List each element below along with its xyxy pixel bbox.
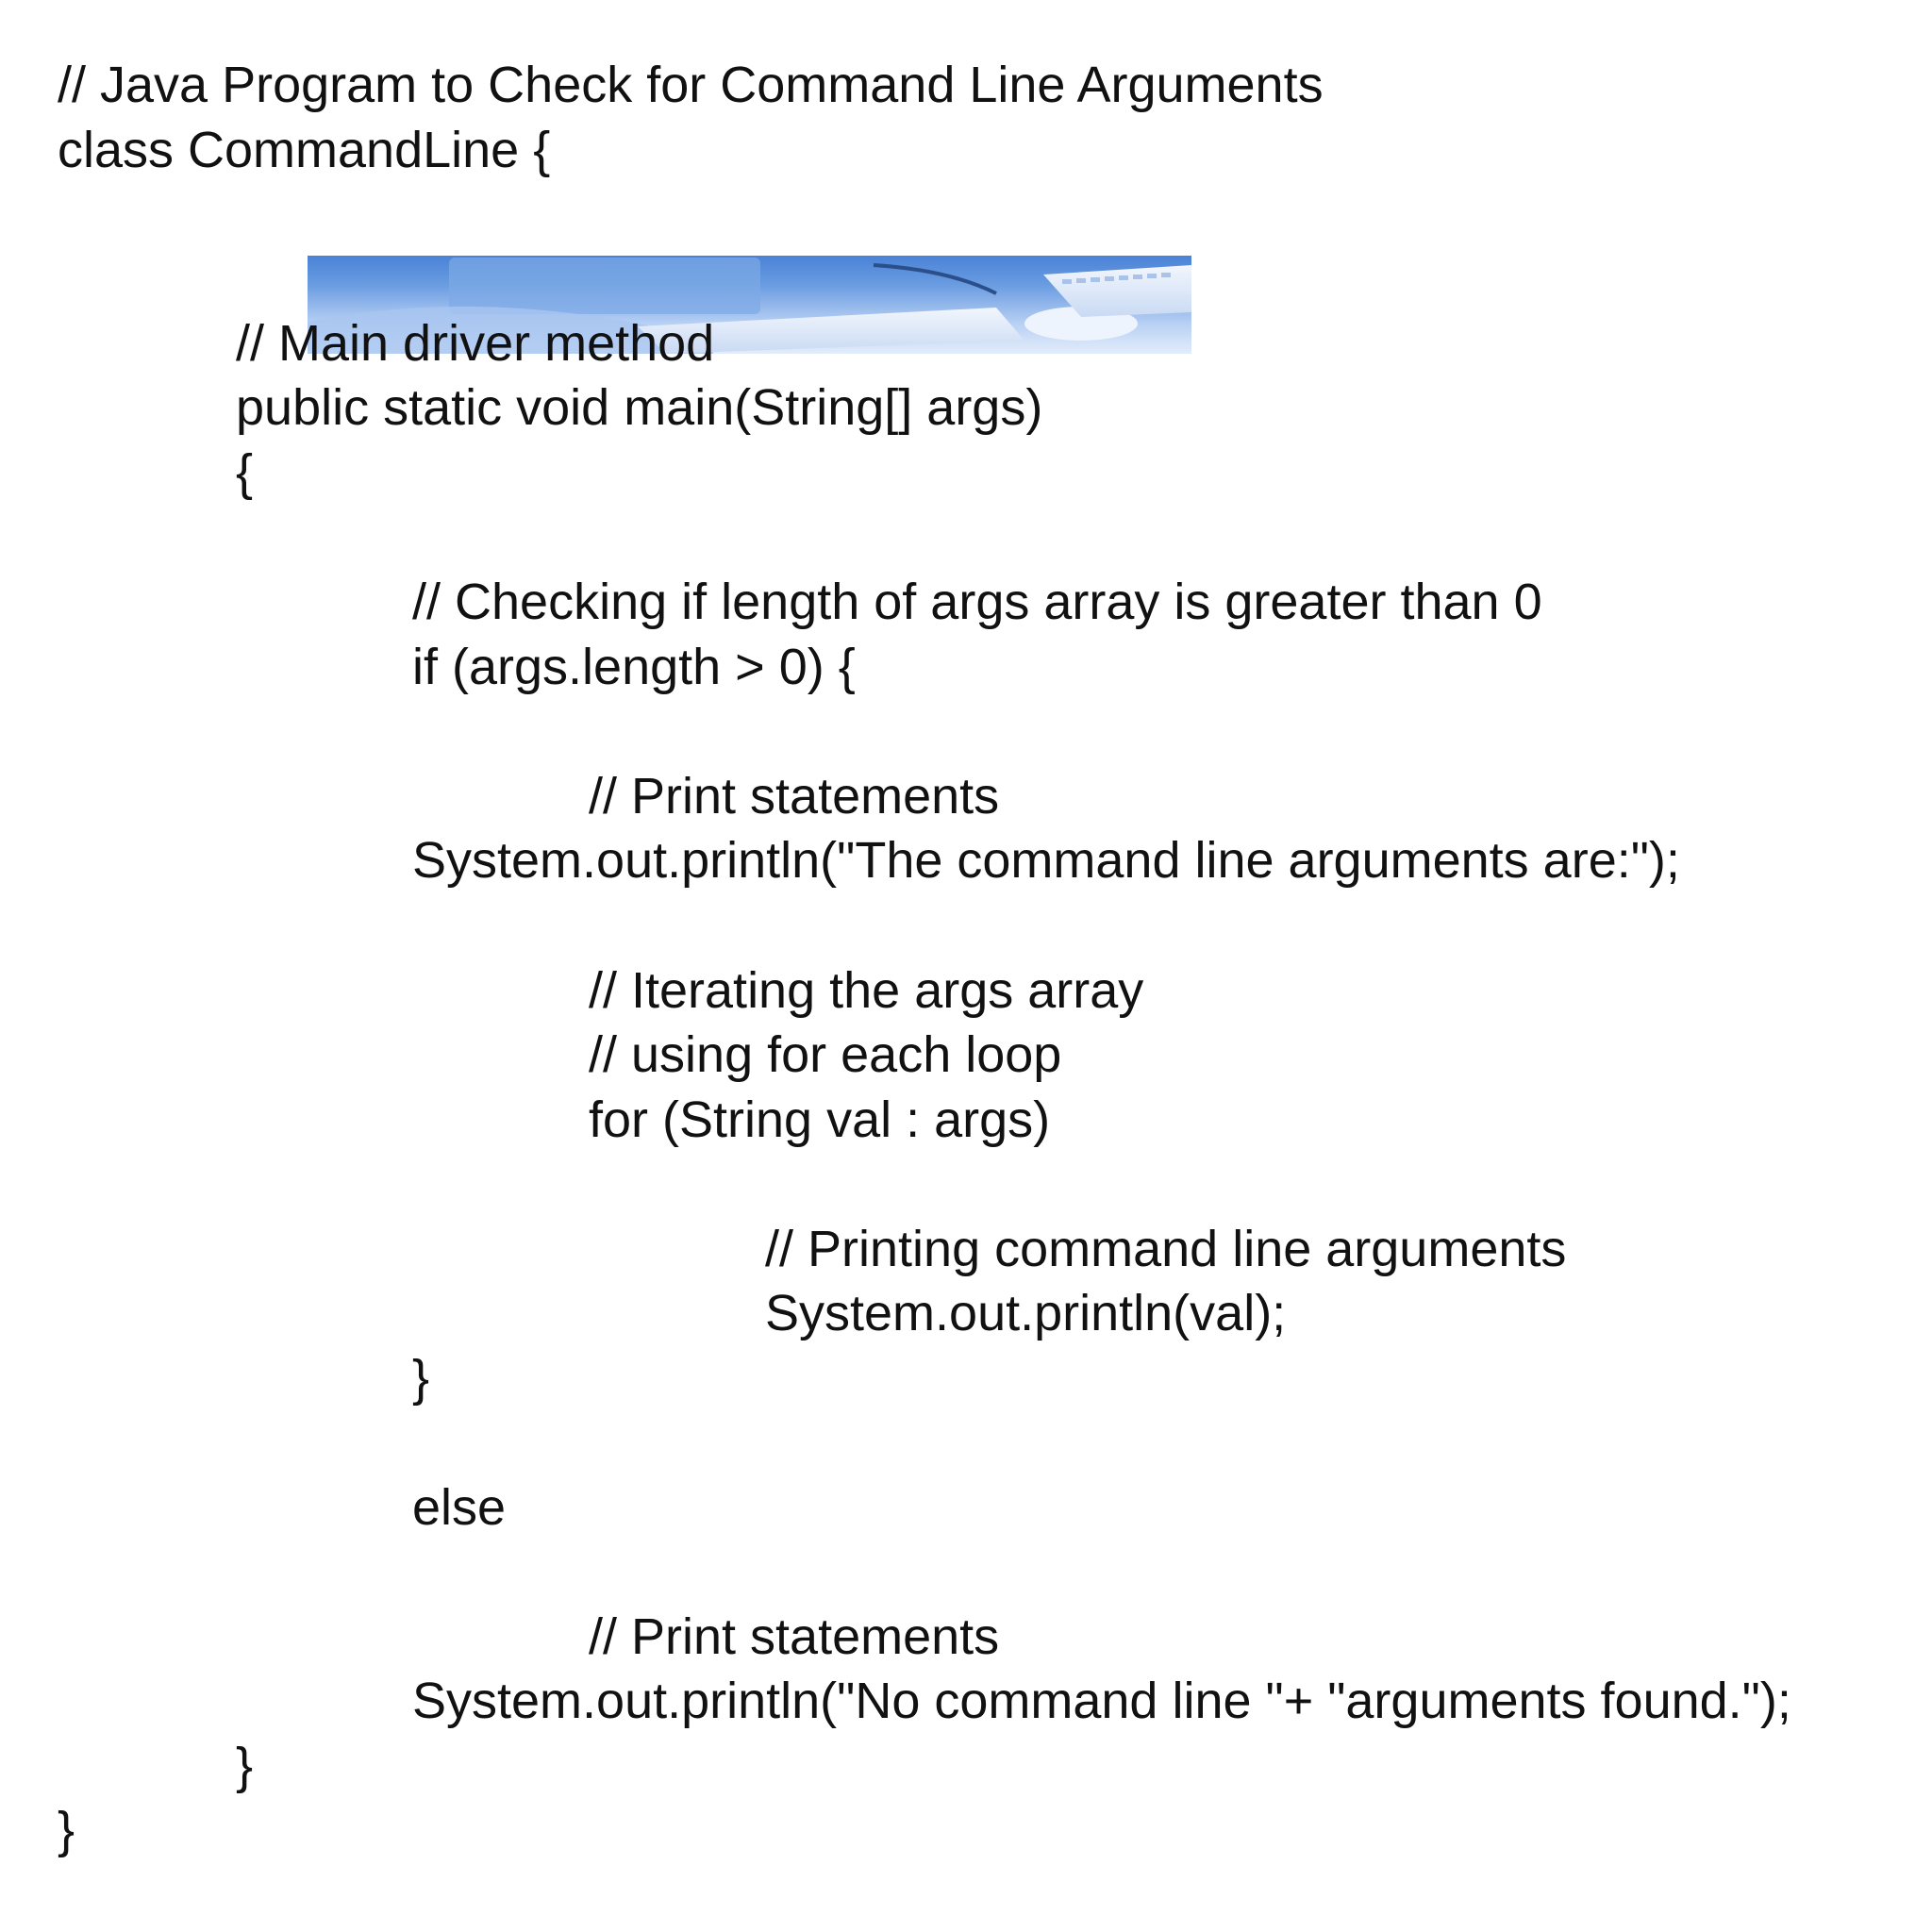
code-line-else: else [412,1479,507,1536]
code-line-println-val: System.out.println(val); [765,1285,1287,1341]
code-line-comment-title: // Java Program to Check for Command Line Arguments [58,57,1324,113]
code-line-comment-print-1: // Print statements [589,768,1000,824]
code-line-main-signature: public static void main(String[] args) [236,379,1043,436]
code-line-if-statement: if (args.length > 0) { [412,639,856,695]
code-line-println-none: System.out.println("No command line "+ "arguments found."); [412,1673,1791,1729]
code-line-close-brace-if: } [412,1350,430,1407]
code-line-comment-main: // Main driver method [236,315,715,372]
code-line-comment-printing-args: // Printing command line arguments [765,1221,1567,1277]
code-line-comment-check-length: // Checking if length of args array is greater than 0 [412,574,1542,630]
code-line-close-brace-class: } [58,1802,75,1858]
code-line-class-declaration: class CommandLine { [58,122,551,178]
code-line-close-brace-main: } [236,1738,254,1794]
code-line-comment-iterating: // Iterating the args array [589,962,1144,1019]
code-line-open-brace-main: { [236,444,254,501]
code-line-comment-print-2: // Print statements [589,1608,1000,1665]
code-line-for-loop: for (String val : args) [589,1091,1051,1148]
code-line-comment-for-each: // using for each loop [589,1026,1062,1083]
code-line-println-are: System.out.println("The command line arguments are:"); [412,832,1680,889]
